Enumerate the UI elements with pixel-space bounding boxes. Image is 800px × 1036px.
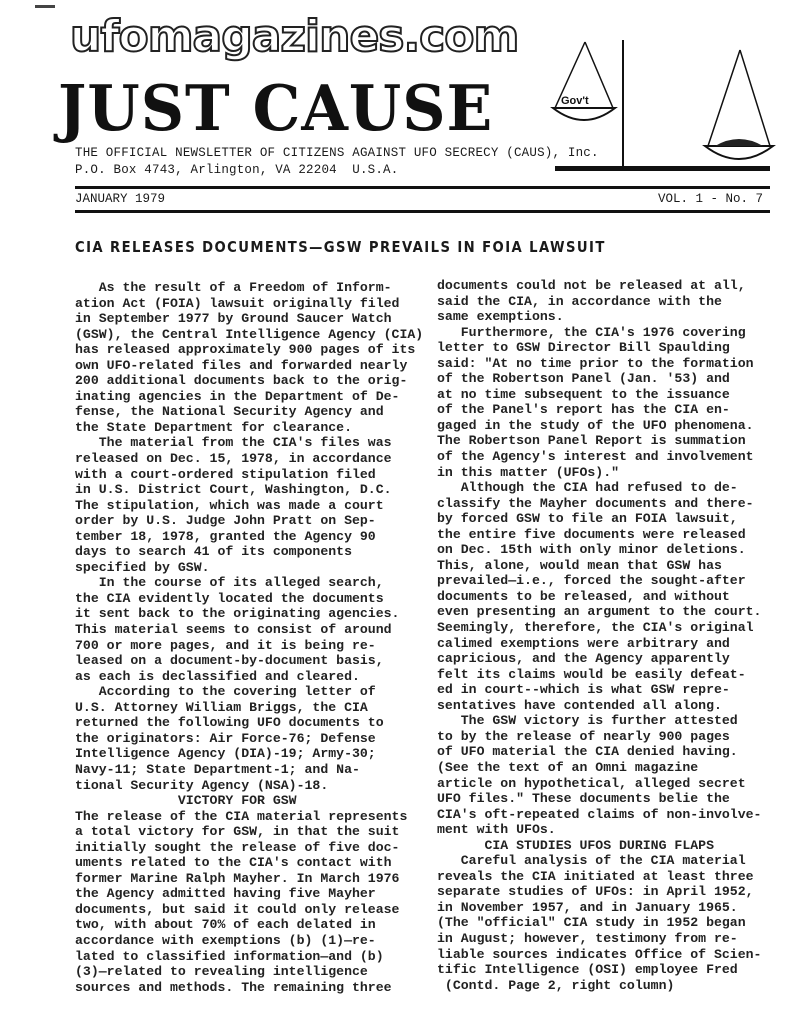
text-line: of the Agency's interest and involvement bbox=[437, 449, 754, 465]
bottom-rule bbox=[75, 210, 770, 213]
text-line: (GSW), the Central Intelligence Agency (CIA) bbox=[75, 326, 424, 342]
text-line: Careful analysis of the CIA material bbox=[437, 853, 746, 869]
text-line: 200 additional documents back to the orig- bbox=[75, 373, 408, 389]
scan-mark bbox=[35, 5, 55, 8]
text-line: Furthermore, the CIA's 1976 covering bbox=[437, 324, 746, 340]
text-line: UFO files." These documents belie the bbox=[437, 791, 730, 807]
text-line: This, alone, would mean that GSW has bbox=[437, 557, 722, 573]
text-line: gaged in the study of the UFO phenomena. bbox=[437, 417, 754, 433]
text-line: specified by GSW. bbox=[75, 559, 210, 575]
text-line: in August; however, testimony from re- bbox=[437, 930, 738, 946]
text-line: returned the following UFO documents to bbox=[75, 715, 384, 731]
text-line: U.S. Attorney William Briggs, the CIA bbox=[75, 699, 368, 715]
text-line: sentatives have contended all along. bbox=[437, 697, 722, 713]
text-line: VICTORY FOR GSW bbox=[75, 793, 297, 809]
text-line: As the result of a Freedom of Inform- bbox=[75, 280, 392, 295]
text-line: Navy-11; State Department-1; and Na- bbox=[75, 761, 360, 777]
text-line: This material seems to consist of around bbox=[75, 622, 392, 638]
text-line: the State Department for clearance. bbox=[75, 419, 352, 435]
text-line: of UFO material the CIA denied having. bbox=[437, 744, 738, 760]
text-line: reveals the CIA initiated at least three bbox=[437, 868, 754, 884]
top-rule bbox=[75, 186, 770, 189]
right-column bbox=[437, 278, 761, 993]
text-line: the entire five documents were released bbox=[437, 526, 746, 542]
text-line: separate studies of UFOs: in April 1952, bbox=[437, 884, 754, 900]
text-line: released on Dec. 15, 1978, in accordance bbox=[75, 451, 392, 467]
text-line: on Dec. 15th with only minor deletions. bbox=[437, 542, 746, 558]
text-line: According to the covering letter of bbox=[75, 684, 376, 700]
text-line: has released approximately 900 pages of its bbox=[75, 342, 416, 358]
text-line: tific Intelligence (OSI) employee Fred bbox=[437, 962, 738, 978]
text-line: Seemingly, therefore, the CIA's original bbox=[437, 620, 754, 636]
text-line: initially sought the release of five doc- bbox=[75, 839, 400, 855]
text-line: leased on a document-by-document basis, bbox=[75, 653, 384, 669]
text-line: the CIA evidently located the documents bbox=[75, 590, 384, 606]
text-line: it sent back to the originating agencies. bbox=[75, 606, 400, 622]
text-line: 700 or more pages, and it is being re- bbox=[75, 637, 376, 653]
text-line: (3)—related to revealing intelligence bbox=[75, 964, 368, 980]
text-line: capricious, and the Agency apparently bbox=[437, 651, 730, 667]
text-line: accordance with exemptions (b) (1)—re- bbox=[75, 932, 376, 948]
text-line: liable sources indicates Office of Scien- bbox=[437, 946, 762, 962]
text-line: tional Security Agency (NSA)-18. bbox=[75, 777, 329, 793]
text-line: even presenting an argument to the court. bbox=[437, 604, 762, 620]
text-line: lated to classified information—and (b) bbox=[75, 948, 384, 964]
text-line: ment with UFOs. bbox=[437, 822, 556, 838]
text-line: order by U.S. Judge John Pratt on Sep- bbox=[75, 513, 376, 529]
text-line: documents could not be released at all, bbox=[437, 278, 746, 293]
text-line: Intelligence Agency (DIA)-19; Army-30; bbox=[75, 746, 376, 762]
scale-label: Gov't bbox=[561, 95, 589, 107]
text-line: fense, the National Security Agency and bbox=[75, 404, 384, 420]
text-line: article on hypothetical, alleged secret bbox=[437, 775, 746, 791]
text-line: CIA's oft-repeated claims of non-involve- bbox=[437, 806, 762, 822]
text-line: documents, but said it could only release bbox=[75, 901, 400, 917]
newsletter-address: P.O. Box 4743, Arlington, VA 22204 U.S.A. bbox=[75, 163, 399, 177]
text-line: In the course of its alleged search, bbox=[75, 575, 384, 591]
text-line: documents to be released, and without bbox=[437, 588, 730, 604]
text-line: classify the Mayher documents and there- bbox=[437, 495, 754, 511]
text-line: (See the text of an Omni magazine bbox=[437, 759, 699, 775]
text-line: said: "At no time prior to the formation bbox=[437, 355, 754, 371]
text-line: in September 1977 by Ground Saucer Watch bbox=[75, 311, 392, 327]
text-line: days to search 41 of its components bbox=[75, 544, 352, 560]
text-line: The release of the CIA material represents bbox=[75, 808, 408, 824]
text-line: The GSW victory is further attested bbox=[437, 713, 738, 729]
text-line: The material from the CIA's files was bbox=[75, 435, 392, 451]
text-line: in November 1957, and in January 1965. bbox=[437, 899, 738, 915]
text-line: (The "official" CIA study in 1952 began bbox=[437, 915, 746, 931]
text-line: by forced GSW to file an FOIA lawsuit, bbox=[437, 511, 738, 527]
text-line: of the Panel's report has the CIA en- bbox=[437, 402, 730, 418]
text-line: The stipulation, which was made a court bbox=[75, 497, 384, 513]
text-line: with a court-ordered stipulation filed bbox=[75, 466, 376, 482]
text-line: the originators: Air Force-76; Defense bbox=[75, 730, 376, 746]
text-line: ed in court--which is what GSW repre- bbox=[437, 682, 730, 698]
text-line: in this matter (UFOs)." bbox=[437, 464, 620, 480]
issue-volume: VOL. 1 - No. 7 bbox=[658, 192, 764, 206]
text-line: uments related to the CIA's contact with bbox=[75, 855, 392, 871]
text-line: two, with about 70% of each delated in bbox=[75, 917, 376, 933]
text-line: (Contd. Page 2, right column) bbox=[437, 977, 675, 993]
text-line: own UFO-related files and forwarded nearly bbox=[75, 357, 408, 373]
article-headline: CIA RELEASES DOCUMENTS—GSW PREVAILS IN FOIA LAWSUIT bbox=[75, 238, 606, 256]
text-line: Although the CIA had refused to de- bbox=[437, 480, 738, 496]
text-line: inating agencies in the Department of De- bbox=[75, 388, 400, 404]
text-line: former Marine Ralph Mayher. In March 1976 bbox=[75, 870, 400, 886]
issue-date: JANUARY 1979 bbox=[75, 192, 166, 206]
text-line: calimed exemptions were arbitrary and bbox=[437, 635, 730, 651]
watermark: ufomagazines.com bbox=[70, 11, 519, 62]
newsletter-subtitle: THE OFFICIAL NEWSLETTER OF CITIZENS AGAINST UFO SECRECY (CAUS), Inc. bbox=[75, 146, 599, 160]
text-line: sources and methods. The remaining three bbox=[75, 979, 392, 995]
text-line: as each is declassified and cleared. bbox=[75, 668, 360, 684]
text-line: prevailed—i.e., forced the sought-after bbox=[437, 573, 746, 589]
text-line: said the CIA, in accordance with the bbox=[437, 293, 722, 309]
text-line: of the Robertson Panel (Jan. '53) and bbox=[437, 371, 730, 387]
text-line: same exemptions. bbox=[437, 309, 564, 325]
text-line: tember 18, 1978, granted the Agency 90 bbox=[75, 528, 376, 544]
text-line: in U.S. District Court, Washington, D.C. bbox=[75, 482, 392, 498]
left-column bbox=[75, 280, 423, 995]
text-line: ation Act (FOIA) lawsuit originally filed bbox=[75, 295, 400, 311]
text-line: the Agency admitted having five Mayher bbox=[75, 886, 376, 902]
text-line: to by the release of nearly 900 pages bbox=[437, 728, 730, 744]
text-line: letter to GSW Director Bill Spaulding bbox=[437, 340, 730, 356]
text-line: at no time subsequent to the issuance bbox=[437, 386, 730, 402]
newsletter-title: JUST CAUSE bbox=[58, 72, 494, 146]
text-line: CIA STUDIES UFOS DURING FLAPS bbox=[437, 837, 714, 853]
text-line: felt its claims would be easily defeat- bbox=[437, 666, 746, 682]
text-line: a total victory for GSW, in that the suit bbox=[75, 824, 400, 840]
text-line: The Robertson Panel Report is summation bbox=[437, 433, 746, 449]
